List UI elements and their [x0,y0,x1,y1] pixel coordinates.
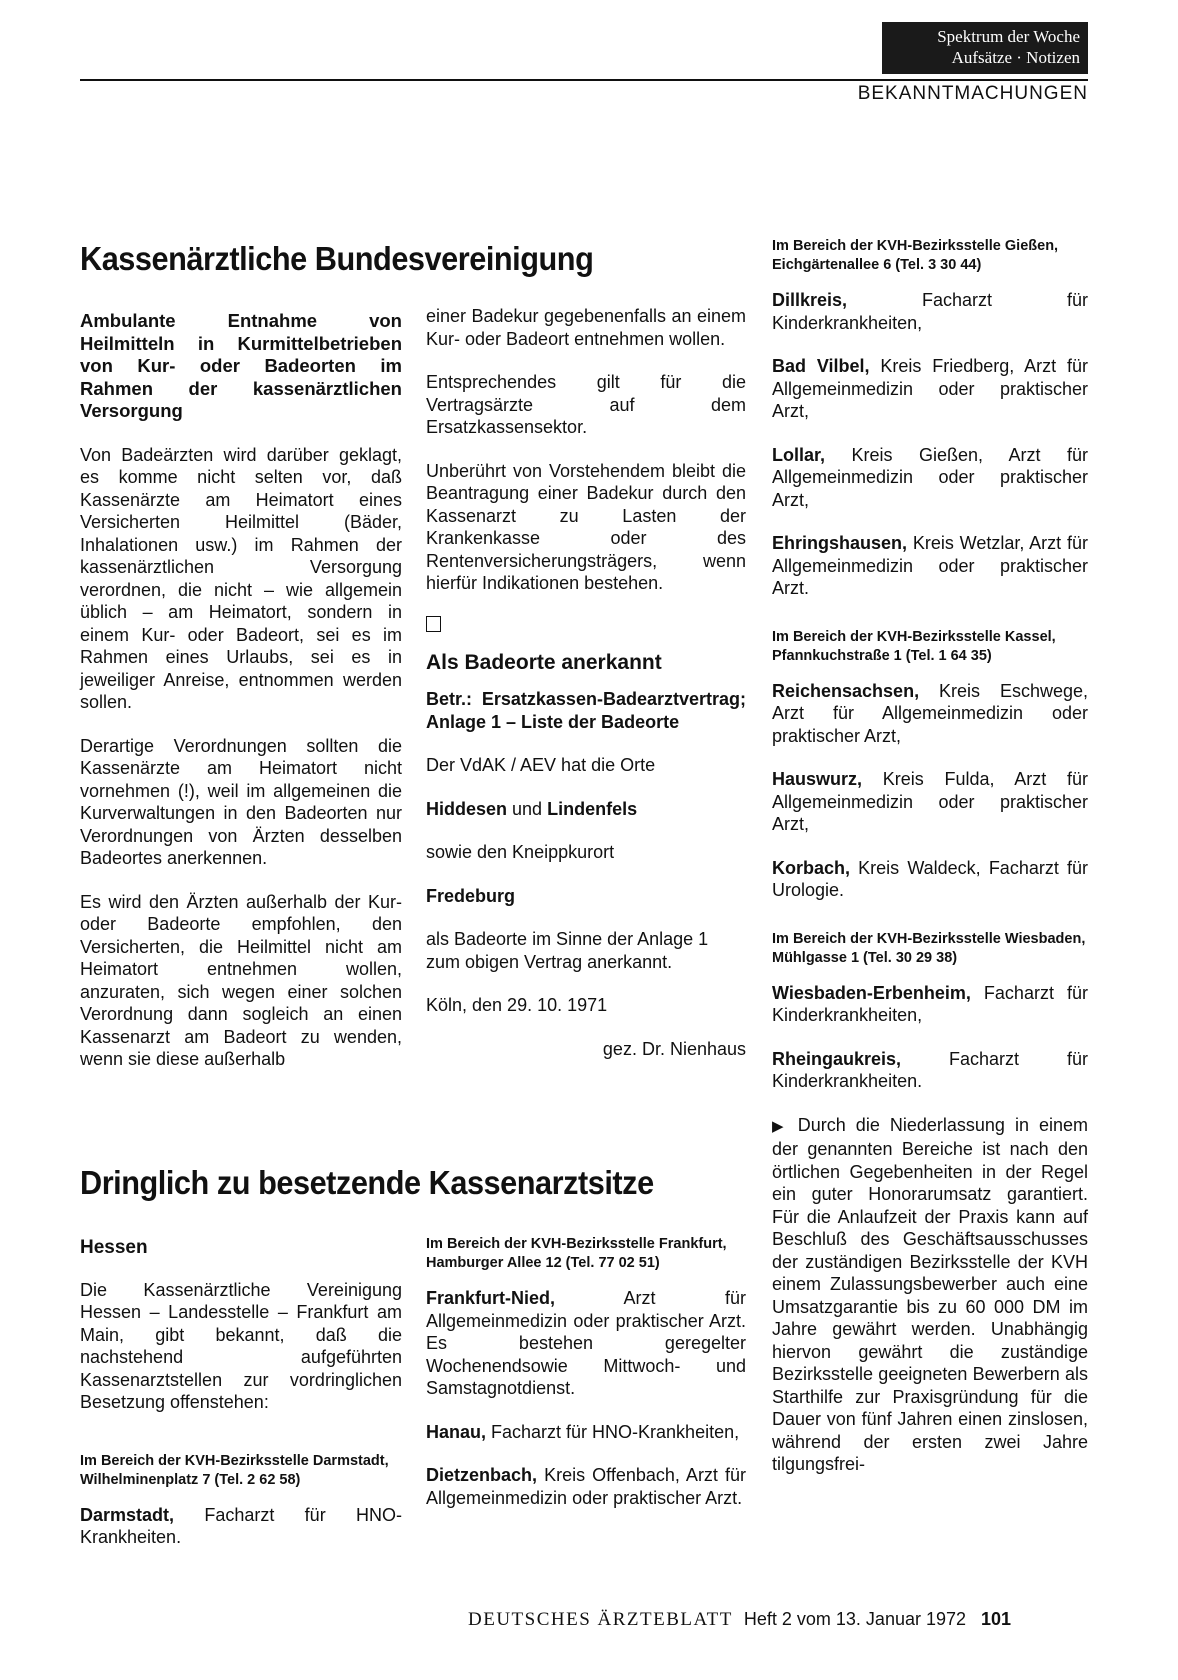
region-heading-hessen: Hessen [80,1237,148,1258]
badeorte-date: Köln, den 29. 10. 1971 [426,995,608,1015]
listing-entry [772,982,1088,1027]
listing-place: Frankfurt-Nied, [426,1288,556,1308]
district-heading-darmstadt: Im Bereich der KVH-Bezirksstelle Darmstadt, Wilhelminenplatz 7 (Tel. 2 62 58) [80,1452,389,1488]
district-heading-wiesbaden: Im Bereich der KVH-Bezirksstelle Wiesbaden, Mühlgasse 1 (Tel. 30 29 38) [772,930,1086,966]
listing-text: Kreis Fulda, Arzt für Allgemeinmedizin oder praktischer Arzt, [772,769,1088,834]
article1-paragraph: Unberührt von Vorstehendem bleibt die Beantragung einer Badekur durch den Kassenarzt zu Lasten der Krankenkasse oder des Rentenversicherungsträgers, wenn hierfür Indikationen bestehen. [426,460,746,593]
listing-entry [772,680,1088,748]
article-title-kbv: Kassenärztliche Bundesvereinigung [80,240,594,277]
place-name: Lindenfels [547,798,638,819]
district-heading-giessen: Im Bereich der KVH-Bezirksstelle Gießen, Eichgärtenallee 6 (Tel. 3 30 44) [772,238,1059,273]
badeorte-line: als Badeorte im Sinne der Anlage 1 zum obigen Vertrag anerkannt. [426,929,709,972]
article1-paragraph: Es wird den Ärzten außerhalb der Kur- oder Badeorte empfohlen, den Versicherten, die Heilmittel nicht am Heimatort entnehmen wollen, anzuraten, sich wegen einer solchen Verordnung dann sogleich an einen Kassenarzt am Badeort zu wenden, wenn sie diese außerhalb [80,891,402,1069]
listing-text: Kreis Friedberg, Arzt für Allgemeinmedizin oder praktischer Arzt, [772,356,1088,421]
listing-text: Facharzt für Kinderkrankheiten. [772,1048,1088,1091]
article1-paragraph: Von Badeärzten wird darüber geklagt, es komme nicht selten vor, daß Kassenärzte am Heimatort eines Versicherten Heilmittel (Bäder, Inhalationen usw.) im Rahmen der kassenärztlichen Versorgung verordnen, die nicht – wie allgemein üblich – am Heimatort, sondern in einem Kur- oder Badeort, sei es im Rahmen eines Urlaubs, sei es in jeweiliger Anreise, entnommen werden sollen. [80,444,402,712]
listing-text: Facharzt für HNO-Krankheiten, [486,1421,740,1442]
listing-entry [772,532,1088,600]
badeorte-betr: Betr.: Ersatzkassen-Badearztvertrag; Anlage 1 – Liste der Badeorte [426,689,746,732]
listing-entry [426,1421,746,1444]
triangle-bullet-icon: ▶ [772,1117,798,1135]
listing-entry [772,355,1088,423]
badge-line-1: Spektrum der Woche [937,27,1080,46]
listing-place: Bad Vilbel, [772,356,870,376]
district-heading-frankfurt: Im Bereich der KVH-Bezirksstelle Frankfurt, Hamburger Allee 12 (Tel. 77 02 51) [426,1236,727,1271]
listing-text: Facharzt für Kinderkrankheiten, [772,290,1088,333]
place-name: Fredeburg [426,885,516,906]
article1-paragraph: Derartige Verordnungen sollten die Kassenärzte am Heimatort nicht vornehmen (!), weil im allgemeinen die Kurverwaltungen in den Badeorten nur Verordnungen von Ärzten desselben Badeortes anerkennen. [80,735,402,868]
listing-place: Rheingaukreis, [772,1048,902,1069]
badeorte-places [426,798,746,821]
right-column [772,237,1088,1497]
article2-column-1 [80,1237,402,1570]
listing-text: Facharzt für Kinderkrankheiten, [772,982,1088,1025]
badeorte-line: Der VdAK / AEV hat die Orte [426,755,656,775]
page-number: 101 [981,1609,1012,1629]
place-conjunction: und [507,798,548,819]
listing-place: Dillkreis, [772,290,848,310]
page-footer [468,1609,1011,1631]
listing-entry [772,857,1088,902]
listing-entry [772,1048,1088,1093]
listing-place: Hauswurz, [772,769,863,789]
listing-text: Kreis Wetzlar, Arzt für Allgemeinmedizin oder praktischer Arzt. [772,533,1088,598]
listing-text: Kreis Eschwege, Arzt für Allgemeinmedizin oder praktischer Arzt, [772,680,1088,746]
listing-entry [772,289,1088,334]
listing-entry [772,768,1088,836]
listing-place: Wiesbaden-Erbenheim, [772,982,971,1003]
listing-text: Kreis Offenbach, Arzt für Allgemeinmedizin oder praktischer Arzt. [426,1465,746,1508]
issue-info: Heft 2 vom 13. Januar 1972 [743,1609,967,1629]
article2-column-2 [426,1235,746,1530]
badeorte-signature: gez. Dr. Nienhaus [602,1038,746,1059]
listing-text: Arzt für Allgemeinmedizin oder praktischer Arzt. Es bestehen geregelter Wochenendsowie Mittwoch- und Samstagnotdienst. [426,1288,746,1398]
journal-masthead: DEUTSCHES ÄRZTEBLATT [468,1609,733,1630]
badge-line-2: Aufsätze · Notizen [951,48,1080,67]
district-heading-kassel: Im Bereich der KVH-Bezirksstelle Kassel, Pfannkuchstraße 1 (Tel. 1 64 35) [772,628,1056,664]
article1-lead: Ambulante Entnahme von Heilmitteln in Kurmittelbetrieben von Kur- oder Badeorten im Rahmen der kassenärztlichen Versorgung [80,310,402,421]
article1-column-2 [426,305,746,1081]
section-label: BEKANNTMACHUNGEN [857,83,1088,104]
badeorte-title: Als Badeorte anerkannt [426,650,662,674]
article1-paragraph: einer Badekur gegebenenfalls an einem Kur- oder Badeort entnehmen wollen. [426,306,746,349]
article-title-kassenarztsitze: Dringlich zu besetzende Kassenarztsitze [80,1164,654,1201]
article1-column-1 [80,310,402,1092]
listing-entry [426,1464,746,1509]
article2-intro: Die Kassenärztliche Vereinigung Hessen – Landesstelle – Frankfurt am Main, gibt bekannt, daß die nachstehend aufgeführten Kassenarztstellen zur vordringlichen Besetzung offenstehen: [80,1279,402,1412]
listing-entry [772,444,1088,512]
listing-place: Korbach, [772,857,851,878]
listing-place: Ehringshausen, [772,533,908,553]
end-mark-square [426,616,441,632]
header-rule [80,79,1088,81]
guarantee-text: Durch die Niederlassung in einem der genannten Bereiche ist nach den örtlichen Gegebenheiten in der Regel ein guter Honorarumsatz garantiert. Für die Anlaufzeit der Praxis kann auf Beschluß des Geschäftsausschusses der zuständigen Bezirksstelle der KVH einem Zulassungsbewerber auch eine Umsatzgarantie bis zu 60 000 DM im Jahre gewährt werden. Unabhängig hiervon gewährt die zuständige Bezirksstelle geeigneten Bewerbern als Starthilfe zur Praxisgründung für die Dauer von fünf Jahren einen zinslosen, während der ersten zwei Jahre tilgungsfrei- [772,1114,1089,1474]
listing-text: Kreis Waldeck, Facharzt für Urologie. [772,857,1088,900]
listing-place: Darmstadt, [80,1504,175,1525]
listing-place: Hanau, [426,1421,487,1442]
listing-place: Reichensachsen, [772,680,920,701]
section-badge [882,22,1088,74]
article1-paragraph: Entsprechendes gilt für die Vertragsärzte auf dem Ersatzkassensektor. [426,372,746,437]
listing-place: Lollar, [772,444,826,465]
place-name: Hiddesen [426,798,508,819]
listing-entry [80,1504,402,1549]
badeorte-line: sowie den Kneippkurort [426,842,615,862]
listing-text: Facharzt für HNO-Krankheiten. [80,1504,402,1547]
listing-entry [426,1287,746,1400]
listing-text: Kreis Gießen, Arzt für Allgemeinmedizin oder praktischer Arzt, [772,444,1088,510]
guarantee-note [772,1114,1088,1476]
listing-place: Dietzenbach, [426,1465,538,1485]
